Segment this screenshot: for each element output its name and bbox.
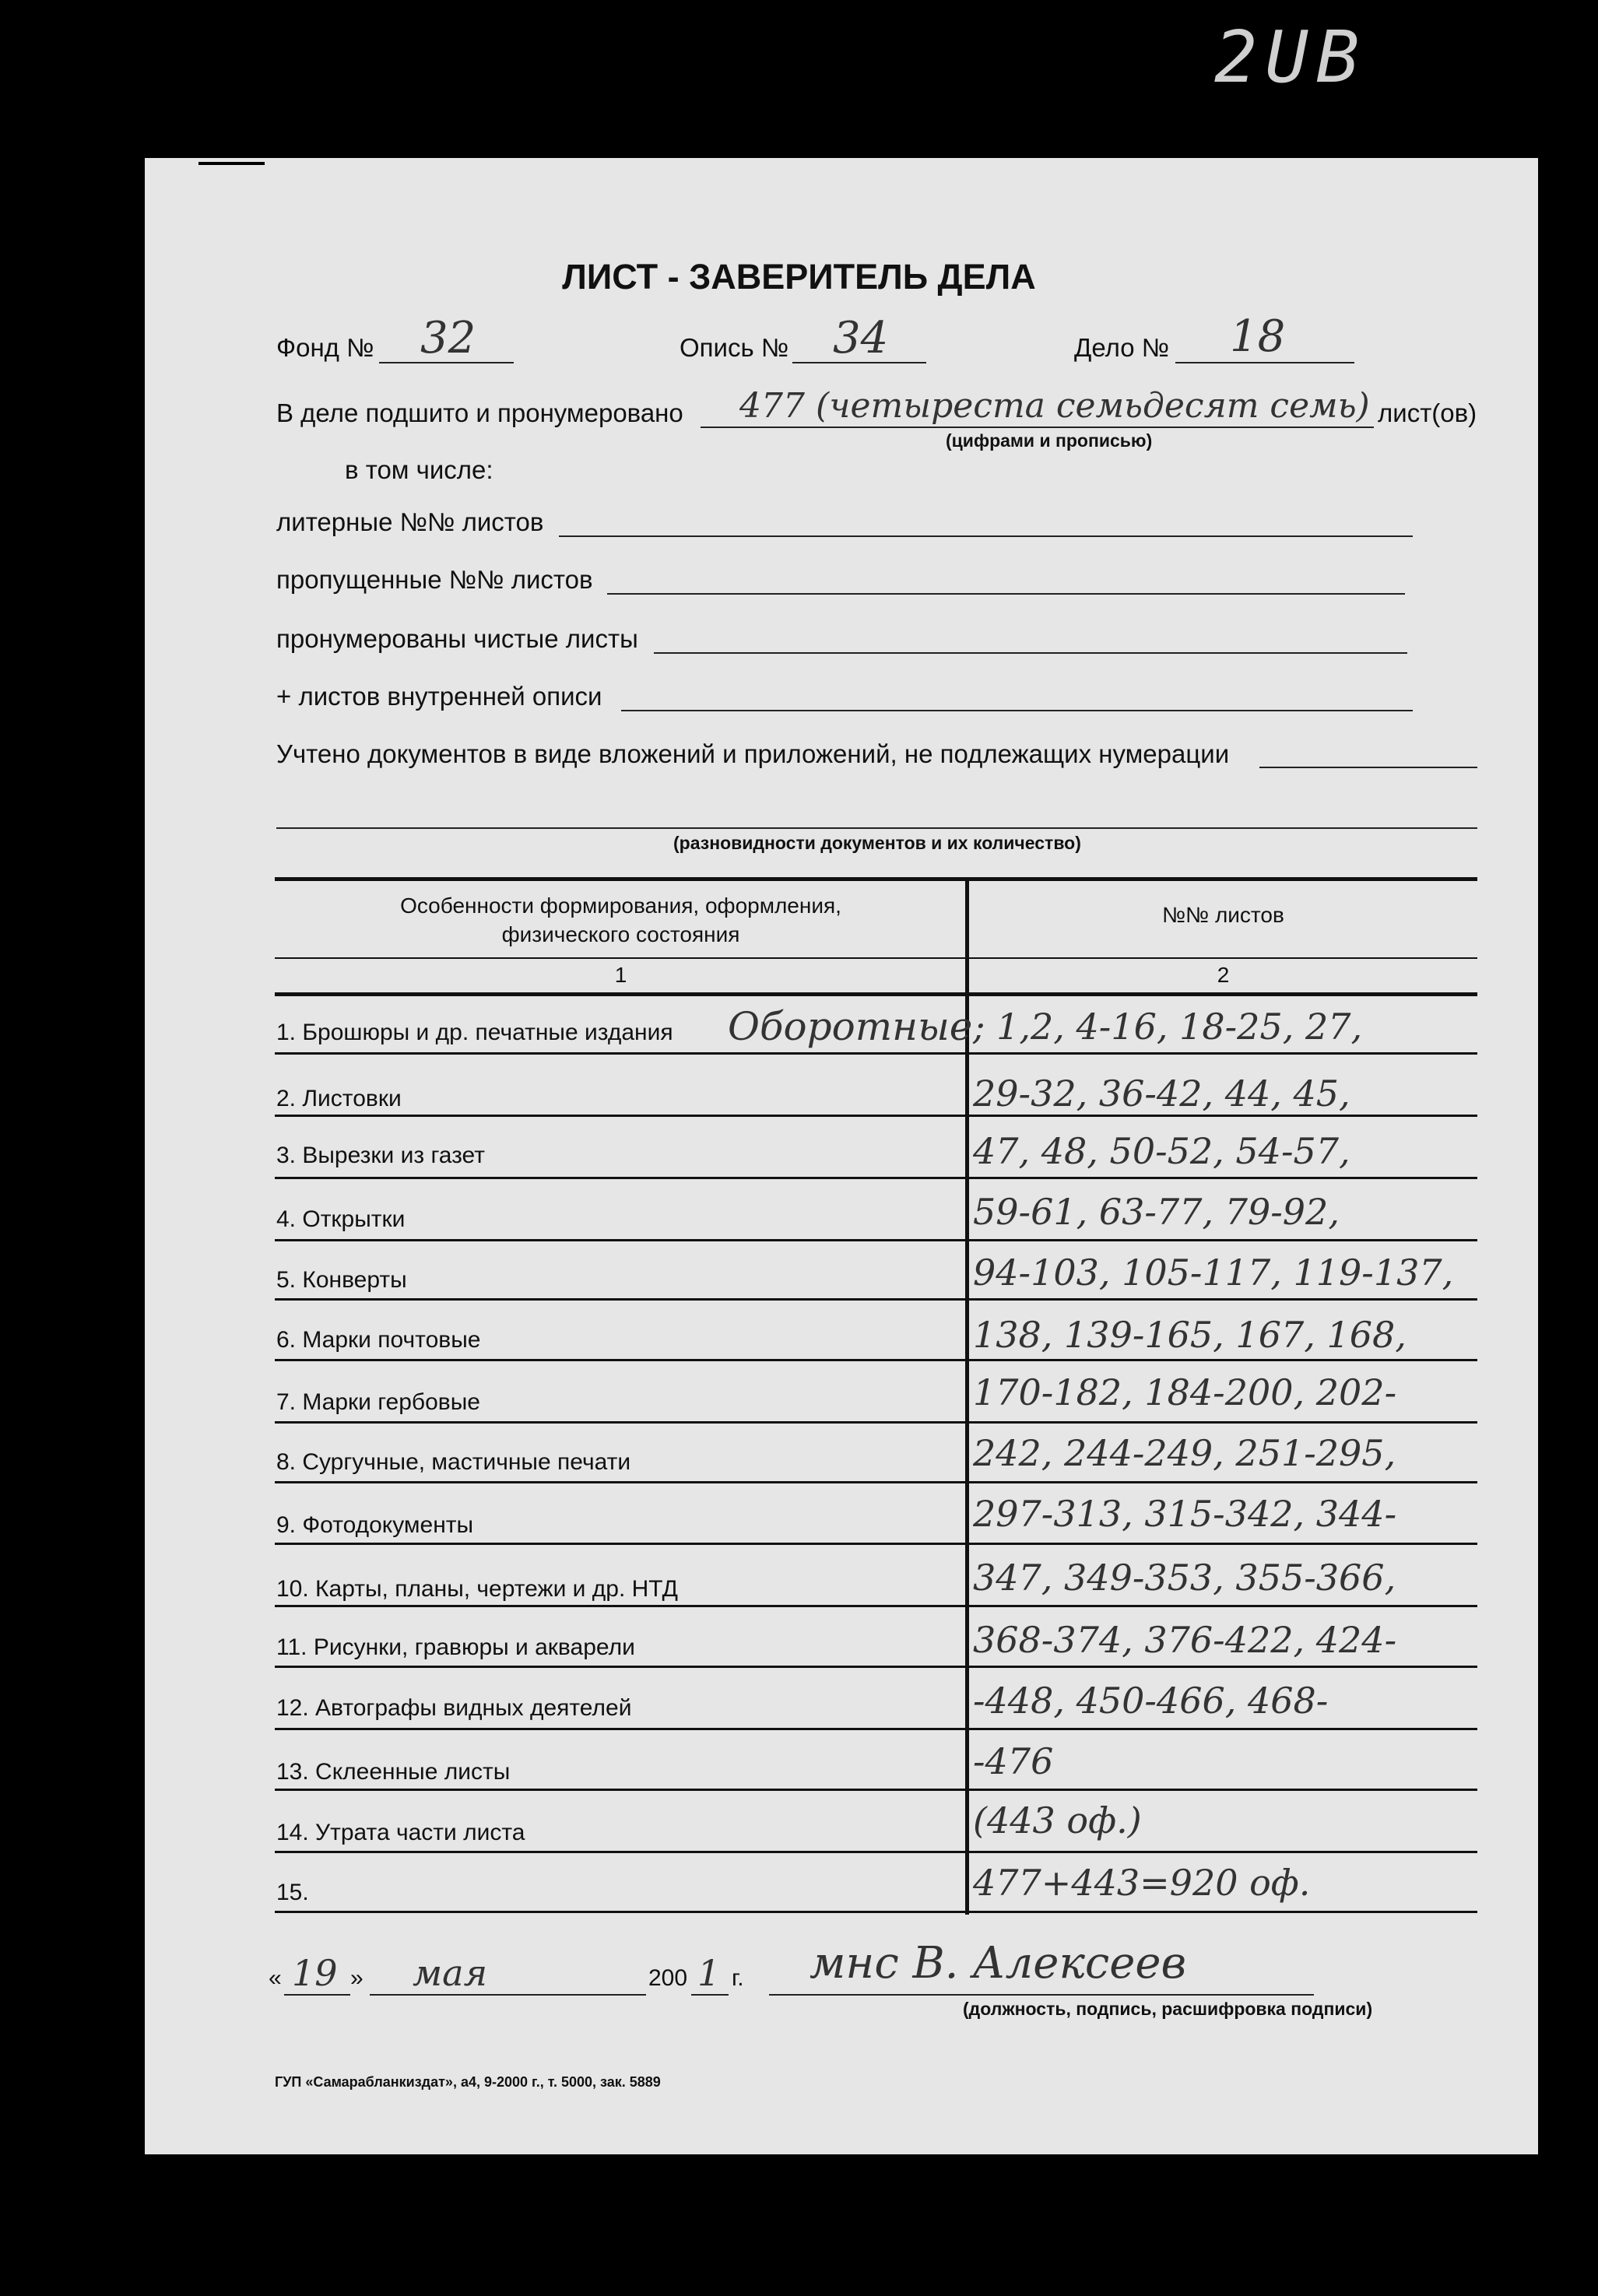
sheets-count-value: 477 (четыреста семьдесят семь): [739, 386, 1370, 426]
attachments-underline: [1259, 767, 1477, 768]
inner-inventory-underline: [621, 710, 1413, 711]
row-5-sheet-numbers: 94-103, 105-117, 119-137,: [973, 1252, 1454, 1294]
edge-tick-mark: [198, 162, 265, 165]
delo-value: 18: [1230, 311, 1286, 362]
row-2-sheet-numbers: 29-32, 36-42, 44, 45,: [973, 1073, 1350, 1115]
letter-sheets-underline: [559, 535, 1413, 537]
row-6-label: 6. Марки почтовые: [276, 1327, 481, 1353]
row-5-rule: [275, 1298, 1477, 1301]
row-2-label: 2. Листовки: [276, 1086, 402, 1111]
row-13-label: 13. Склеенные листы: [276, 1759, 511, 1785]
row-2-rule: [275, 1115, 1477, 1117]
row-14-rule: [275, 1851, 1477, 1853]
row-7-rule: [275, 1421, 1477, 1424]
column-1-header-line-1: Особенности формирования, оформления,: [400, 893, 841, 918]
row-12-rule: [275, 1728, 1477, 1730]
row-12-label: 12. Автографы видных деятелей: [276, 1695, 632, 1721]
row-7-label: 7. Марки гербовые: [276, 1389, 480, 1415]
date-close-quote: »: [350, 1965, 364, 1991]
column-2-number: 2: [1217, 963, 1230, 987]
reverse-sides-note: Оборотные: [728, 1004, 973, 1049]
date-year-suffix: г.: [732, 1965, 744, 1991]
row-13-sheet-numbers: -476: [973, 1740, 1054, 1782]
archive-number-stamp: 2UB: [1214, 16, 1368, 99]
row-8-rule: [275, 1481, 1477, 1483]
row-9-rule: [275, 1543, 1477, 1545]
inner-inventory-label: + листов внутренней описи: [276, 682, 602, 711]
row-8-label: 8. Сургучные, мастичные печати: [276, 1449, 631, 1475]
column-1-header-line-2: физического состояния: [501, 922, 740, 946]
row-9-label: 9. Фотодокументы: [276, 1512, 474, 1538]
column-1-header: [276, 891, 965, 949]
row-15-sheet-numbers: 477+443=920 оф.: [973, 1862, 1311, 1904]
row-3-label: 3. Вырезки из газет: [276, 1143, 485, 1168]
fond-label: Фонд №: [276, 333, 374, 362]
blank-sheets-underline: [654, 652, 1407, 654]
row-14-label: 14. Утрата части листа: [276, 1820, 525, 1845]
printer-imprint: ГУП «Самарабланкиздат», а4, 9-2000 г., т. 5000, зак. 5889: [275, 2074, 661, 2090]
row-8-sheet-numbers: 242, 244-249, 251-295,: [973, 1432, 1396, 1474]
row-7-sheet-numbers: 170-182, 184-200, 202-: [973, 1371, 1397, 1413]
row-13-rule: [275, 1789, 1477, 1791]
row-14-sheet-numbers: (443 оф.): [973, 1799, 1142, 1841]
sheets-count-underline: [701, 427, 1374, 428]
header-rule: [275, 957, 1477, 959]
column-1-number: 1: [614, 963, 627, 987]
row-4-rule: [275, 1239, 1477, 1241]
row-1-label: 1. Брошюры и др. печатные издания: [276, 1020, 673, 1045]
delo-label: Дело №: [1074, 333, 1170, 362]
date-open-quote: «: [269, 1965, 282, 1991]
row-9-sheet-numbers: 297-313, 315-342, 344-: [973, 1493, 1397, 1535]
attachments-label: Учтено документов в виде вложений и приложений, не подлежащих нумерации: [276, 739, 1230, 768]
row-15-label: 15.: [276, 1880, 309, 1905]
row-10-rule: [275, 1605, 1477, 1607]
row-5-label: 5. Конверты: [276, 1267, 407, 1293]
blank-sheets-label: пронумерованы чистые листы: [276, 624, 638, 653]
sheets-count-label: В деле подшито и пронумеровано: [276, 398, 683, 427]
row-12-sheet-numbers: -448, 450-466, 468-: [973, 1680, 1329, 1722]
row-10-label: 10. Карты, планы, чертежи и др. НТД: [276, 1576, 678, 1602]
signature-underline: [769, 1994, 1314, 1996]
delo-underline: [1175, 362, 1354, 363]
sheets-unit-label: лист(ов): [1378, 398, 1477, 427]
row-10-sheet-numbers: 347, 349-353, 355-366,: [973, 1557, 1396, 1599]
date-year-underline: [691, 1994, 729, 1996]
row-4-label: 4. Открытки: [276, 1206, 406, 1232]
row-11-label: 11. Рисунки, гравюры и акварели: [276, 1634, 635, 1660]
row-4-sheet-numbers: 59-61, 63-77, 79-92,: [973, 1191, 1340, 1233]
header-bottom-rule: [275, 992, 1477, 996]
row-3-rule: [275, 1177, 1477, 1179]
column-2-header: №№ листов: [1162, 903, 1284, 927]
opis-value: 34: [833, 313, 889, 363]
date-month-underline: [370, 1994, 646, 1996]
document-types-line: [276, 827, 1477, 829]
row-15-rule: [275, 1911, 1477, 1913]
date-day-underline: [284, 1994, 350, 1996]
document-types-hint: (разновидности документов и их количество): [673, 833, 1081, 853]
skipped-sheets-underline: [607, 593, 1405, 595]
letter-sheets-label: литерные №№ листов: [276, 507, 544, 536]
fond-value: 32: [420, 313, 476, 363]
including-label: в том числе:: [345, 455, 493, 484]
row-3-sheet-numbers: 47, 48, 50-52, 54-57,: [973, 1130, 1350, 1172]
row-11-sheet-numbers: 368-374, 376-422, 424-: [973, 1619, 1397, 1661]
date-year-digit: 1: [697, 1952, 721, 1994]
date-day: 19: [292, 1952, 338, 1994]
date-year-prefix: 200: [648, 1965, 688, 1991]
row-1-rule: [275, 1052, 1477, 1055]
page-title: ЛИСТ - ЗАВЕРИТЕЛЬ ДЕЛА: [562, 257, 1036, 297]
table-top-rule: [275, 877, 1477, 881]
opis-label: Опись №: [680, 333, 789, 362]
row-6-sheet-numbers: 138, 139-165, 167, 168,: [973, 1314, 1407, 1356]
signature-hint: (должность, подпись, расшифровка подписи): [963, 1999, 1373, 2019]
sheets-count-hint: (цифрами и прописью): [946, 430, 1153, 451]
date-month: мая: [413, 1952, 488, 1994]
row-6-rule: [275, 1359, 1477, 1361]
row-1-sheet-numbers: ; 1,2, 4-16, 18-25, 27,: [973, 1006, 1363, 1048]
skipped-sheets-label: пропущенные №№ листов: [276, 565, 593, 594]
signature: мнс В. Алексеев: [810, 1938, 1187, 1989]
row-11-rule: [275, 1666, 1477, 1668]
